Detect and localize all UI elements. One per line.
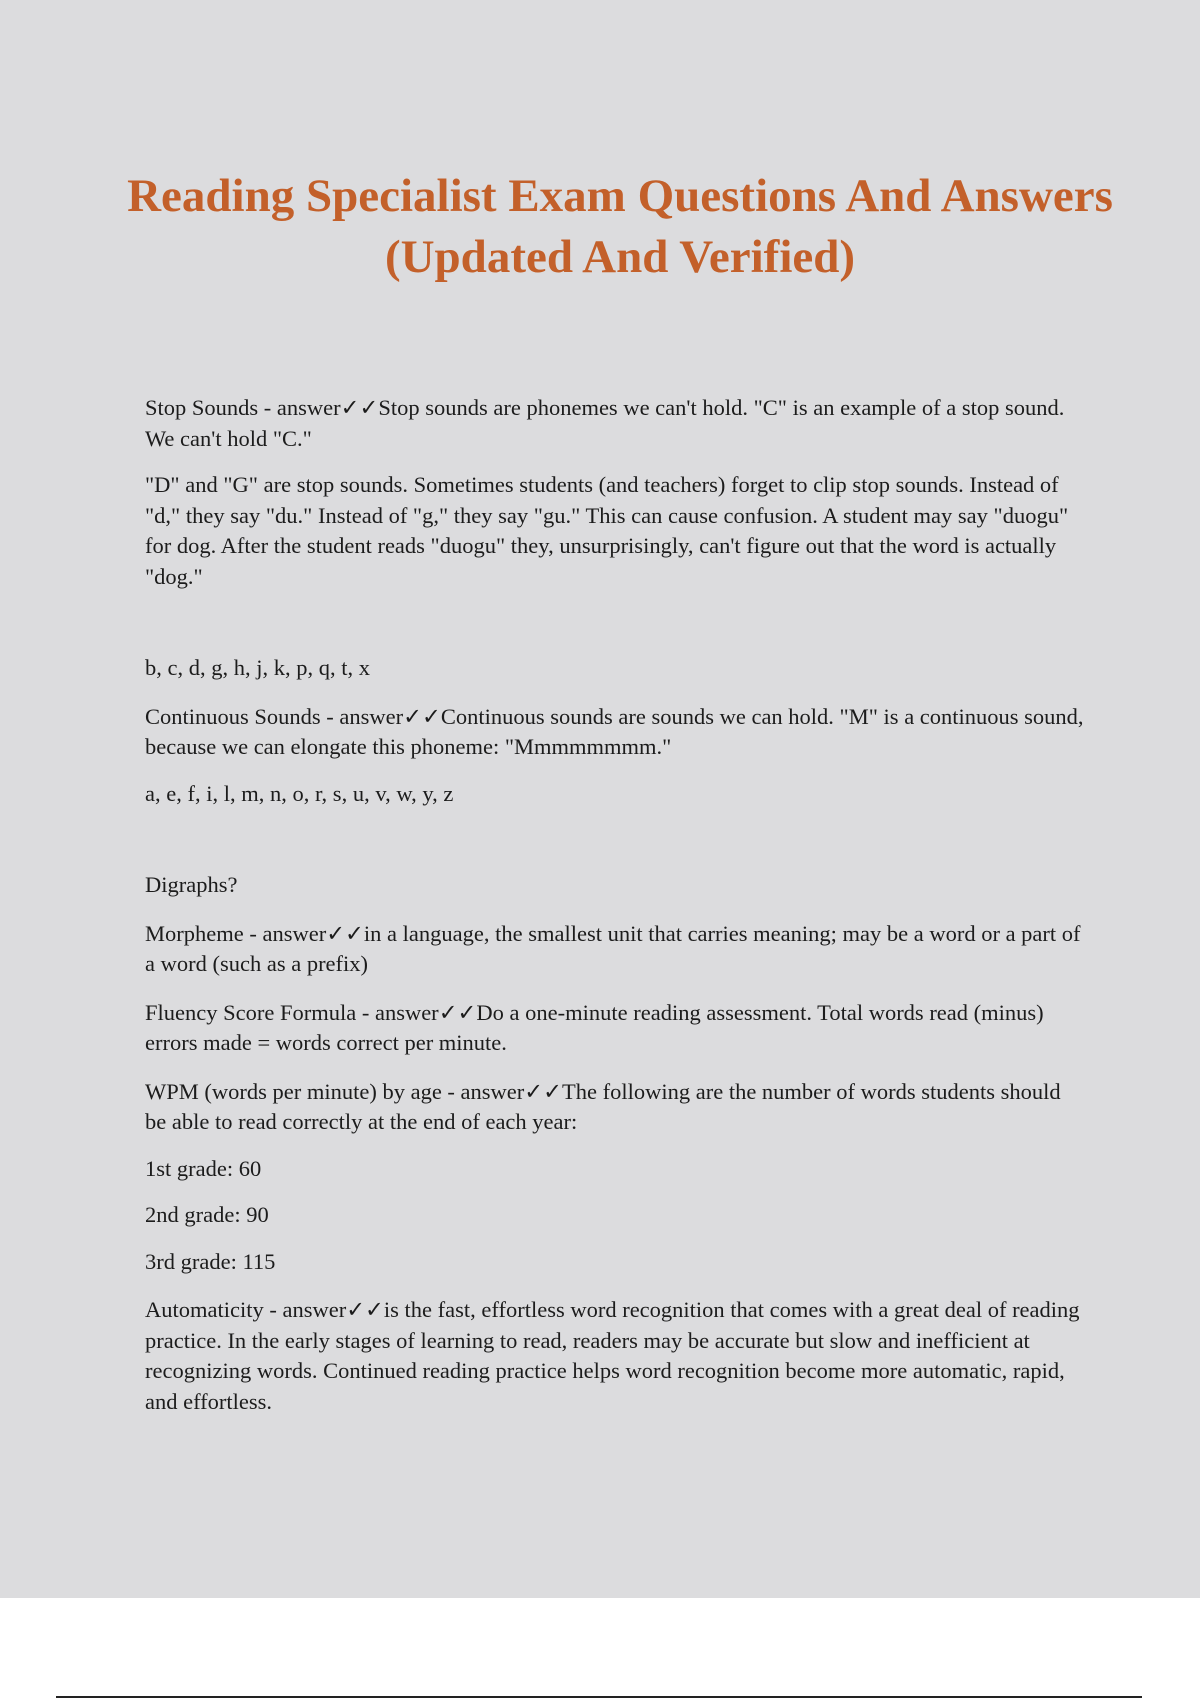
entry-morpheme: [145, 919, 1085, 980]
entry-automaticity: [145, 1295, 1085, 1417]
entry-continuous-sounds: [145, 702, 1085, 763]
entry-term: Fluency Score Formula - answer: [145, 999, 439, 1025]
checkmark-icon: ✓✓: [524, 1078, 562, 1104]
entry-answer: Do a one-minute reading assessment. Total words read (minus) errors made = words correct per minute.: [145, 999, 1044, 1055]
entry-answer: Stop sounds are phonemes we can't hold. "C" is an example of a stop sound. We can't hold "C.": [145, 395, 1065, 451]
checkmark-icon: ✓✓: [340, 395, 379, 420]
checkmark-icon: ✓✓: [326, 920, 364, 946]
entry-term: WPM (words per minute) by age - answer: [145, 1078, 525, 1104]
paragraph-grade-2: 2nd grade: 90: [145, 1202, 269, 1227]
entry-term: Automaticity - answer: [145, 1297, 347, 1322]
entry-wpm: [145, 1077, 1085, 1138]
document-body: [145, 393, 1085, 1417]
entry-answer: in a language, the smallest unit that carries meaning; may be a word or a part of a word (such as a prefix): [145, 920, 1081, 976]
paragraph-stop-sounds-detail: "D" and "G" are stop sounds. Sometimes students (and teachers) forget to clip stop sounds. Instead of "d," they say "du." Instead of "g," they say "gu." This can cause confusion. A student may say "duogu" for dog. After the student reads "duogu" they, unsurprisingly, can't figure out that the word is actually "dog.": [145, 472, 1069, 589]
entry-answer: is the fast, effortless word recognition that comes with a great deal of reading practice. In the early stages of learning to read, readers may be accurate but slow and inefficient at recognizing words. Continued reading practice helps word recognition become more automatic, rapid, and effortless.: [145, 1297, 1080, 1414]
page-bottom-rule: [56, 1696, 1142, 1698]
checkmark-icon: ✓✓: [403, 703, 441, 729]
document-title: Reading Specialist Exam Questions And Answers (Updated And Verified): [127, 170, 1113, 283]
paragraph-grade-3: 3rd grade: 115: [145, 1248, 276, 1274]
entry-term: Stop Sounds - answer: [145, 395, 341, 420]
paragraph-continuous-letters: a, e, f, i, l, m, n, o, r, s, u, v, w, y, z: [145, 780, 454, 806]
entry-fluency-score: [145, 998, 1085, 1059]
checkmark-icon: ✓✓: [346, 1297, 384, 1322]
entry-answer: Continuous sounds are sounds we can hold. "M" is a continuous sound, because we can elongate this phoneme: "Mmmmmmmm.": [145, 703, 1084, 759]
entry-answer: The following are the number of words students should be able to read correctly at the end of each year:: [145, 1078, 1061, 1134]
entry-stop-sounds: [145, 393, 1085, 454]
paragraph-digraphs: Digraphs?: [145, 872, 238, 897]
paragraph-grade-1: 1st grade: 60: [145, 1155, 262, 1181]
entry-term: Morpheme - answer: [145, 920, 327, 946]
paragraph-stop-letters: b, c, d, g, h, j, k, p, q, t, x: [145, 655, 370, 680]
checkmark-icon: ✓✓: [438, 999, 477, 1025]
entry-term: Continuous Sounds - answer: [145, 703, 404, 729]
